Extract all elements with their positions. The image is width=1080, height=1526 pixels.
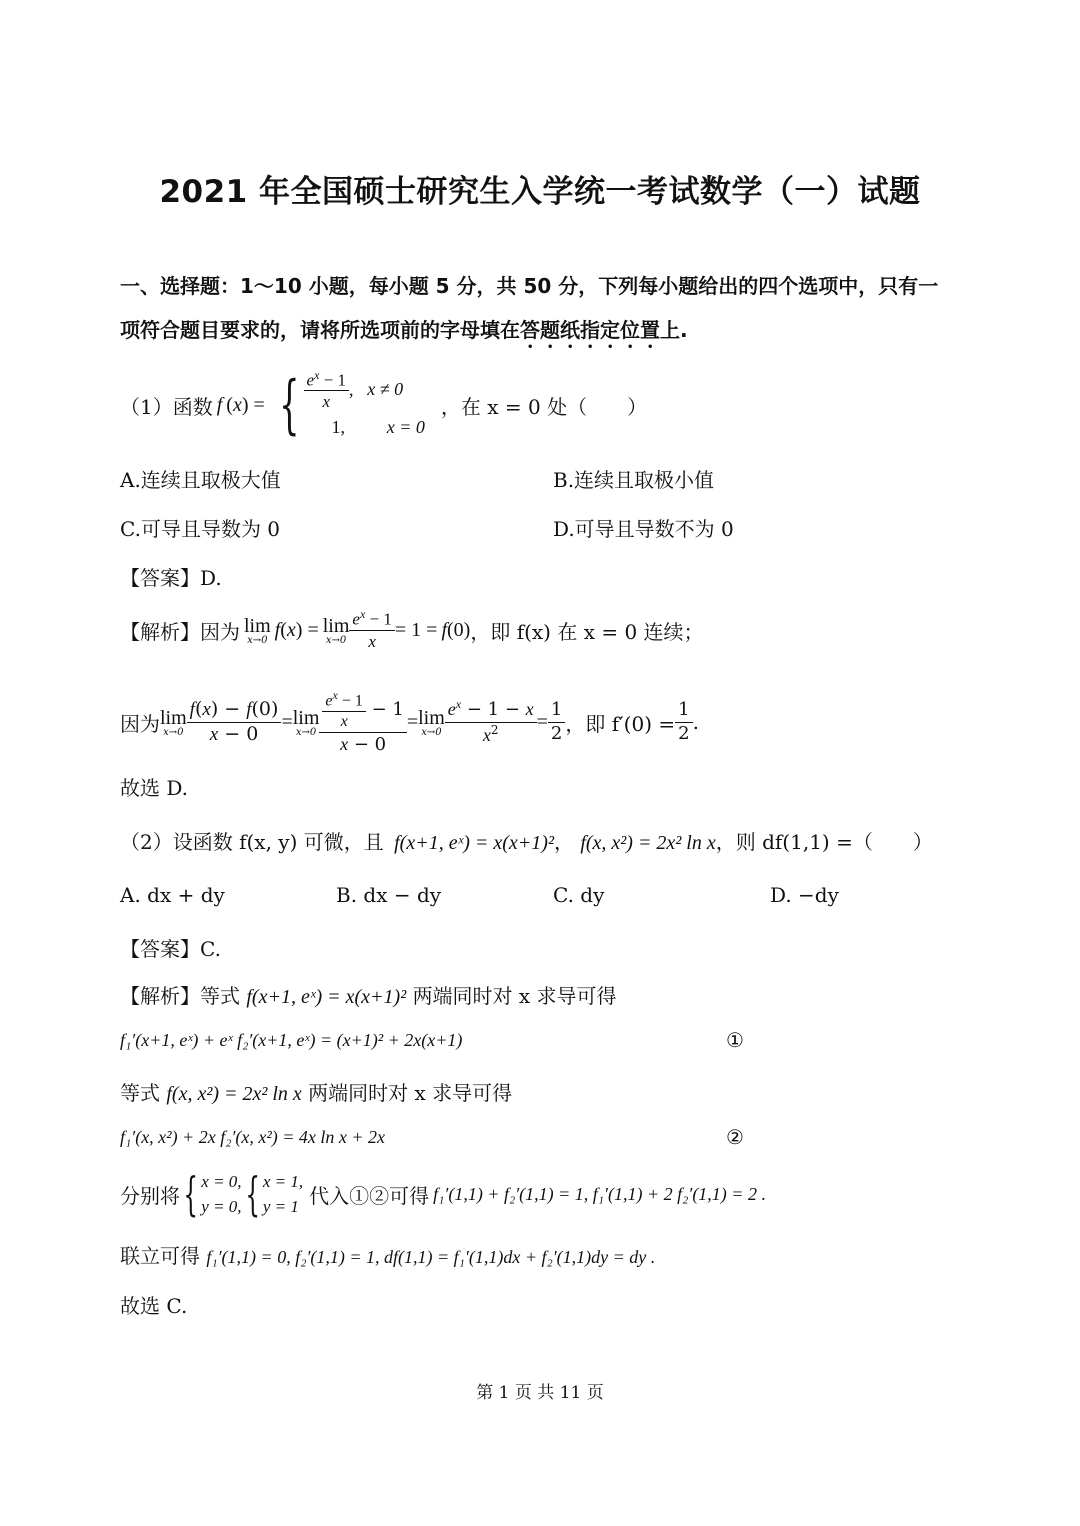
q2-prefix: （2）设函数 f(x, y) 可微，且 <box>120 830 384 854</box>
page-title: 2021 年全国硕士研究生入学统一考试数学（一）试题 <box>159 174 921 210</box>
q2-option-b: B. dx − dy <box>336 883 442 907</box>
q2-condition-1: f(x+1, eˣ) = x(x+1)² <box>394 832 554 854</box>
q2-point-2: x = 1, y = 1 <box>262 1171 304 1216</box>
q2-substitution-line: 分别将 { x = 0, y = 0, { x = 1, y = 1 代入①②可得 f₁′(1,1) + f₂′(1,1) = 1, f₁′(1,1) + 2 f₂′(1,1) = 2 . <box>120 1167 766 1221</box>
q2-analysis2-tail: 两端同时对 x 求导可得 <box>308 1081 513 1105</box>
q2-sub-mid: 代入①②可得 <box>309 1183 430 1208</box>
q1-analysis-label: 【解析】因为 <box>120 619 240 644</box>
q2-option-d: D. −dy <box>770 883 839 907</box>
q2-option-c: C. dy <box>553 883 605 907</box>
q1-option-c: C.可导且导数为 0 <box>120 517 281 541</box>
q1-suffix: ，在 x = 0 处（ ） <box>440 394 648 419</box>
q2-equation-mark-2: ② <box>726 1125 744 1149</box>
q1-option-a: A.连续且取极大值 <box>120 468 281 492</box>
q2-condition-2: f(x, x²) = 2x² ln x <box>580 832 716 854</box>
q1-derivative-fraction: $\frac{f(x) - f(0)}{x - 0}$ <box>187 698 282 747</box>
section-header-line2-c: 上. <box>660 318 688 342</box>
q1-because: 因为 <box>120 711 160 736</box>
q1-option-b: B.连续且取极小值 <box>553 468 715 492</box>
q2-analysis2-label: 等式 <box>120 1081 160 1105</box>
q2-stem: （2）设函数 f(x, y) 可微，且 f(x+1, eˣ) = x(x+1)²， f(x, x²) = 2x² ln x，则 df(1,1) =（ ） <box>120 830 933 854</box>
q2-analysis-line1 <box>120 980 617 1009</box>
q1-piecewise-cases: $\frac{e^x - 1}{x}$ , x ≠ 0 1, x = 0 <box>304 368 425 443</box>
q2-analysis2-equation: f(x, x²) = 2x² ln x <box>166 1083 302 1105</box>
q1-case1-condition: x ≠ 0 <box>367 379 404 400</box>
section-header-line2-a: 项符合题目要求的，请将所选项前的字母填在 <box>120 318 520 342</box>
page-footer: 第 1 页 共 11 页 <box>476 1383 604 1403</box>
q1-analysis-line2: 因为 lim x→0 $\frac{f(x) - f(0)}{x - 0}$ = lim x→0 $\frac{e^x - 1}{x}$ − 1 x − 0 = lim x→0 $\frac{e^x - 1 - x}{x^2}$ = $\frac{1}{2}$ ，即 f′(0) = $\frac{1}{2}$ . <box>120 687 699 755</box>
q1-case2-condition: x = 0 <box>386 416 425 437</box>
q1-case2-value: 1, <box>331 416 346 437</box>
q2-joint-line <box>120 1240 655 1269</box>
q1-analysis-line1: 【解析】因为 lim x→0 f ( x ) = lim x→0 $\frac{e^x - 1}{x}$ = 1 = f (0) ，即 f(x) 在 x = 0 连续； <box>120 607 704 652</box>
section-header-line2 <box>120 314 688 353</box>
q1-limit-fraction: $\frac{e^x - 1}{x}$ <box>349 607 394 652</box>
q2-derivative-2: f₁′(x, x²) + 2x f₂′(x, x²) = 4x ln x + 2x <box>120 1127 386 1147</box>
q1-piecewise-brace: { <box>278 368 300 442</box>
q2-sub-result: f₁′(1,1) + f₂′(1,1) = 1, f₁′(1,1) + 2 f₂′(1,1) = 2 . <box>433 1183 766 1204</box>
q2-answer: 【答案】C. <box>120 937 221 961</box>
q2-analysis1-label: 【解析】等式 <box>120 984 240 1008</box>
q2-suffix: ，则 df(1,1) =（ ） <box>715 830 933 854</box>
q2-joint-label: 联立可得 <box>120 1244 200 1268</box>
q1-case1-fraction: $\frac{e^x - 1}{x}$ <box>304 368 349 413</box>
q1-result: ，即 f′(0) = <box>565 711 676 736</box>
q1-simplified-fraction: $\frac{e^x - 1 - x}{x^2}$ <box>445 697 537 747</box>
q2-sub-label: 分别将 <box>120 1183 180 1208</box>
q2-point-1: x = 0, y = 0, <box>201 1171 242 1216</box>
q2-analysis1-equation: f(x+1, eˣ) = x(x+1)² <box>246 986 407 1008</box>
q1-conclusion: 故选 D. <box>120 776 189 800</box>
q2-joint-result: f₁′(1,1) = 0, f₂′(1,1) = 1, df(1,1) = f₁′(1,1)dx + f₂′(1,1)dy = dy . <box>206 1247 656 1267</box>
q2-conclusion: 故选 C. <box>120 1294 188 1318</box>
section-header-line1: 一、选择题：1～10 小题，每小题 5 分，共 50 分，下列每小题给出的四个选项中，只有一 <box>120 274 939 298</box>
q2-option-a: A. dx + dy <box>120 883 225 907</box>
q2-equation-mark-1: ① <box>726 1028 744 1052</box>
q2-analysis1-tail: 两端同时对 x 求导可得 <box>412 984 617 1008</box>
q1-nested-fraction: $\frac{e^x - 1}{x}$ − 1 x − 0 <box>319 688 406 757</box>
q1-option-d: D.可导且导数不为 0 <box>553 517 734 541</box>
section-header-emphasis: 答题纸指定位置 <box>520 318 660 342</box>
q2-derivative-1: f₁′(x+1, eˣ) + eˣ f₂′(x+1, eˣ) = (x+1)² + 2x(x+1) <box>120 1030 463 1050</box>
q2-analysis-line2 <box>120 1077 512 1106</box>
q1-analysis-mid: ，即 f(x) 在 x = 0 连续； <box>470 619 704 644</box>
q1-stem: （1）函数 f ( x ) = { $\frac{e^x - 1}{x}$ , x ≠ 0 1, x = 0 ，在 x = 0 处（ ） <box>120 367 648 442</box>
q1-function-name: f <box>216 393 223 416</box>
q1-answer: 【答案】D. <box>120 566 222 590</box>
q1-prefix: （1）函数 <box>120 394 213 419</box>
